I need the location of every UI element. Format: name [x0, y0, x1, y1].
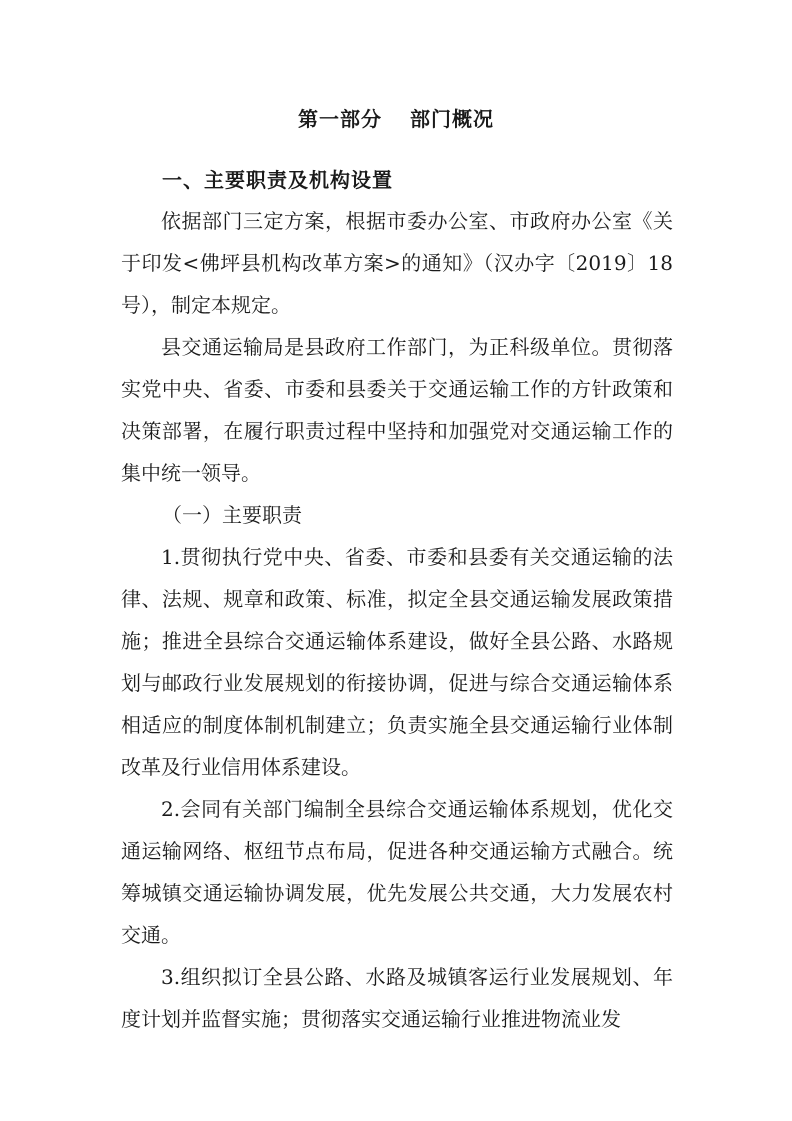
duty-item-3: 3.组织拟订全县公路、水路及城镇客运行业发展规划、年度计划并监督实施；贯彻落实交通运输行业推进物流业发 — [121, 965, 673, 1031]
duties-block — [121, 536, 673, 1040]
duty-item-1: 1.贯彻执行党中央、省委、市委和县委有关交通运输的法律、法规、规章和政策、标准，拟定全县交通运输发展政策措施；推进全县综合交通运输体系建设，做好全县公路、水路规划与邮政行业发展规划的衔接协调，促进与综合交通运输体系相适应的制度体制机制建立；负责实施全县交通运输行业体制改革及行业信用体系建设。 — [121, 545, 673, 779]
section-heading: 一、主要职责及机构设置 — [162, 168, 393, 192]
page-title — [0, 103, 792, 132]
paragraph-basis: 依据部门三定方案，根据市委办公室、市政府办公室《关于印发<佛坪县机构改革方案>的通知》（汉办字〔2019〕18号），制定本规定。 — [121, 209, 673, 317]
subsection-heading: （一）主要职责 — [162, 503, 302, 527]
paragraph-bureau: 县交通运输局是县政府工作部门，为正科级单位。贯彻落实党中央、省委、市委和县委关于交通运输工作的方针政策和决策部署，在履行职责过程中坚持和加强党对交通运输工作的集中统一领导。 — [121, 335, 673, 485]
title-name: 部门概况 — [410, 107, 494, 131]
title-part: 第一部分 — [298, 107, 382, 131]
intro-block — [121, 200, 673, 494]
duty-item-2: 2.会同有关部门编制全县综合交通运输体系规划，优化交通运输网络、枢纽节点布局，促进各种交通运输方式融合。统筹城镇交通运输协调发展，优先发展公共交通，大力发展农村交通。 — [121, 797, 673, 947]
